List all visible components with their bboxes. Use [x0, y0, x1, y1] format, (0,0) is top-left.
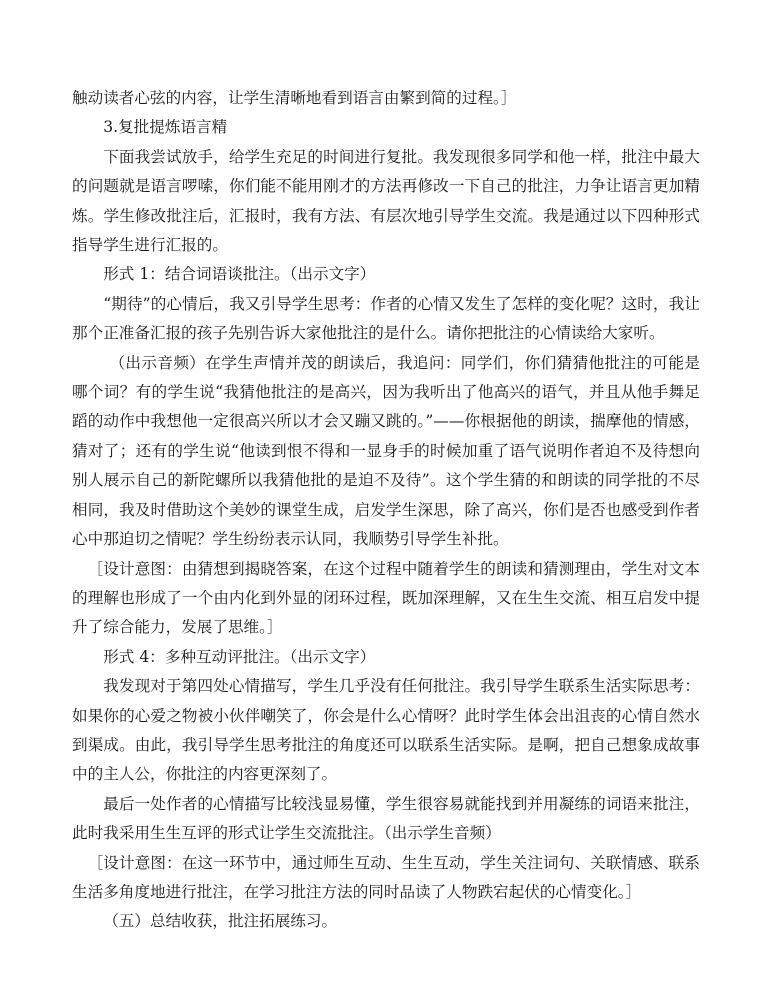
paragraph-anticipation: “期待”的心情后，我又引导学生思考：作者的心情又发生了怎样的变化呢？这时，我让那个正准备汇报的孩子先别告诉大家他批注的是什么。请你把批注的心情读给大家听。: [72, 294, 700, 343]
paragraph-fourth-description: 我发现对于第四处心情描写，学生几乎没有任何批注。我引导学生联系生活实际思考：如果你的心爱之物被小伙伴嘲笑了，你会是什么心情呀？此时学生体会出沮丧的心情自然水到渠成。由此，我引导学生思考批注的角度还可以联系生活实际。是啊，把自己想象成故事中的主人公，你批注的内容更深刻了。: [72, 677, 700, 784]
form-1-heading: 形式 1：结合词语谈批注。（出示文字）: [103, 265, 376, 284]
design-intent-1: ［设计意图：由猜想到揭晓答案，在这个过程中随着学生的朗读和猜测理由，学生对文本的理解也形成了一个由内化到外显的闭环过程，既加深理解，又在生生交流、相互启发中提升了综合能力，发展了思维。］: [72, 559, 700, 637]
paragraph-continuation: 触动读者心弦的内容，让学生清晰地看到语言由繁到简的过程。］: [72, 89, 517, 107]
paragraph-audio-guess: （出示音频）在学生声情并茂的朗读后，我追问：同学们，你们猜猜他批注的可能是哪个词？有的学生说“我猜他批注的是高兴，因为我听出了他高兴的语气，并且从他手舞足蹈的动作中我想他一定很高兴所以才会又蹦又跳的。”——你根据他的朗读，揣摩他的情感，猜对了；还有的学生说“他读到恨不得和一显身手的时候加重了语气说明作者迫不及待想向别人展示自己的新陀螺所以我猜他批的是迫不及待”。这个学生猜的和朗读的同学批的不尽相同，我及时借助这个美妙的课堂生成，启发学生深思，除了高兴，你们是否也感受到作者心中那迫切之情呢？学生纷纷表示认同，我顺势引导学生补批。: [72, 353, 700, 549]
paragraph-rebatch-intro: 下面我尝试放手，给学生充足的时间进行复批。我发现很多同学和他一样，批注中最大的问题就是语言啰嗦，你们能不能用刚才的方法再修改一下自己的批注，力争让语言更加精炼。学生修改批注后，汇报时，我有方法、有层次地引导学生交流。我是通过以下四种形式指导学生进行汇报的。: [72, 147, 700, 255]
section-heading-3: 3.复批提炼语言精: [103, 118, 228, 137]
document-page: [72, 84, 700, 937]
form-4-heading: 形式 4：多种互动评批注。（出示文字）: [103, 647, 376, 666]
design-intent-2: ［设计意图：在这一环节中，通过师生互动、生生互动，学生关注词句、关联情感、联系生活多角度地进行批注，在学习批注方法的同时品读了人物跌宕起伏的心情变化。］: [72, 853, 700, 901]
section-heading-5: （五）总结收获，批注拓展练习。: [103, 912, 338, 931]
paragraph-peer-review: 最后一处作者的心情描写比较浅显易懂，学生很容易就能找到并用凝练的词语来批注，此时我采用生生互评的形式让学生交流批注。（出示学生音频）: [72, 794, 700, 843]
